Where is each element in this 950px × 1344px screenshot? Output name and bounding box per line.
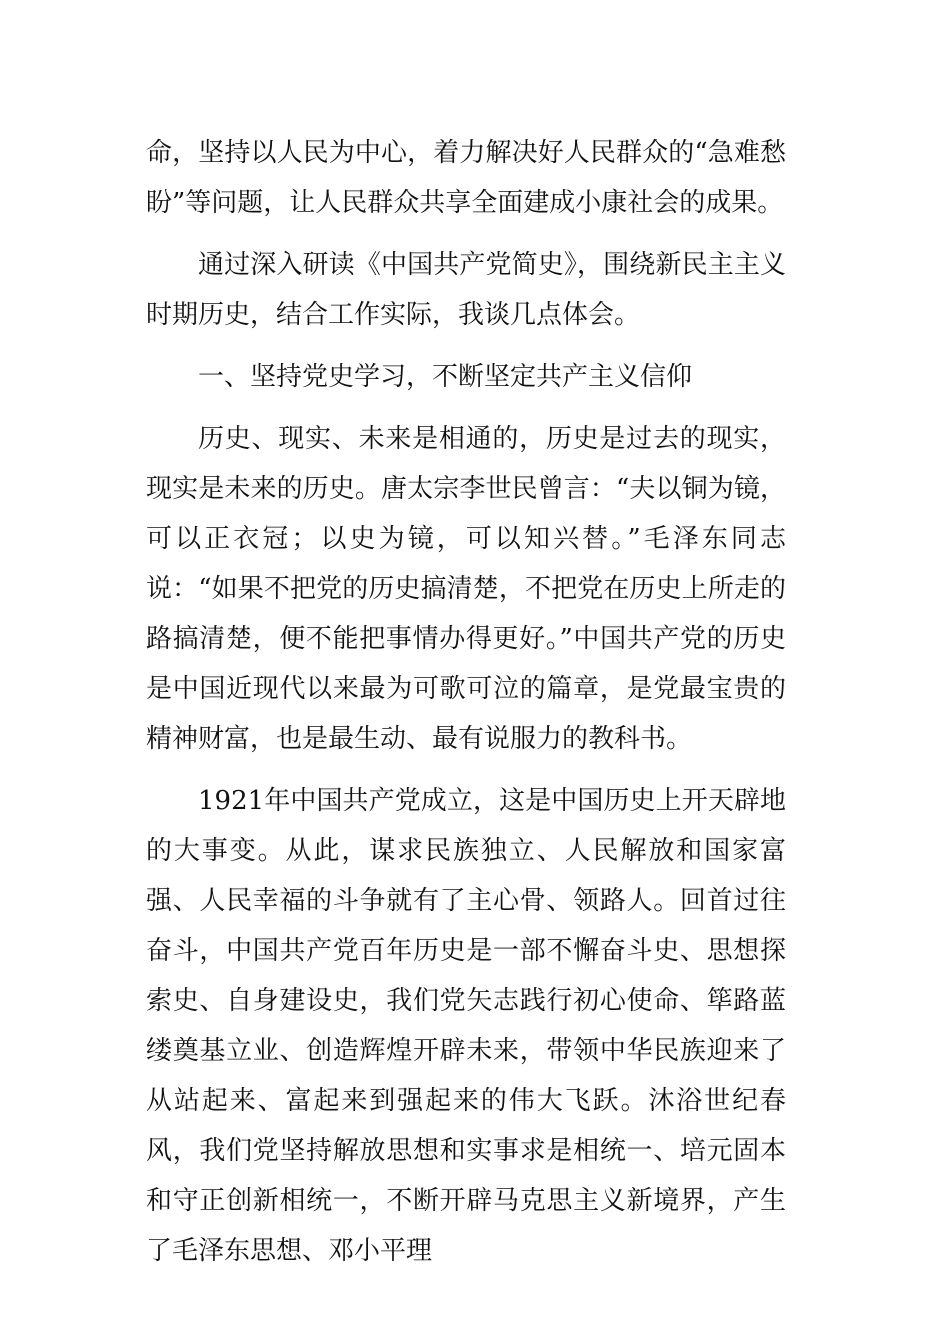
section-heading: 一、坚持党史学习，不断坚定共产主义信仰 (198, 362, 693, 392)
paragraph-continuation: 命，坚持以人民为中心，着力解决好人民群众的“急难愁盼”等问题，让人民群众共享全面建成小康社会的成果。 (146, 138, 786, 218)
paragraph-1921: 1921年中国共产党成立，这是中国历史上开天辟地的大事变。从此，谋求民族独立、人民解放和国家富强、人民幸福的斗争就有了主心骨、领路人。回首过往奋斗，中国共产党百年历史是一部不懈奋斗史、思想探索史、自身建设史，我们党矢志践行初心使命、筚路蓝缕奠基立业、创造辉煌开辟未来，带领中华民族迎来了从站起来、富起来到强起来的伟大飞跃。沐浴世纪春风，我们党坚持解放思想和实事求是相统一、培元固本和守正创新相统一，不断开辟马克思主义新境界，产生了毛泽东思想、邓小平理 (146, 786, 786, 1266)
paragraph-intro: 通过深入研读《中国共产党简史》，围绕新民主主义时期历史，结合工作实际，我谈几点体会。 (146, 250, 786, 330)
document-body (146, 128, 786, 1288)
paragraph-history: 历史、现实、未来是相通的，历史是过去的现实，现实是未来的历史。唐太宗李世民曾言：“夫以铜为镜，可以正衣冠；以史为镜，可以知兴替。”毛泽东同志说：“如果不把党的历史搞清楚，不把党在历史上所走的路搞清楚，便不能把事情办得更好。”中国共产党的历史是中国近现代以来最为可歌可泣的篇章，是党最宝贵的精神财富，也是最生动、最有说服力的教科书。 (146, 424, 786, 754)
